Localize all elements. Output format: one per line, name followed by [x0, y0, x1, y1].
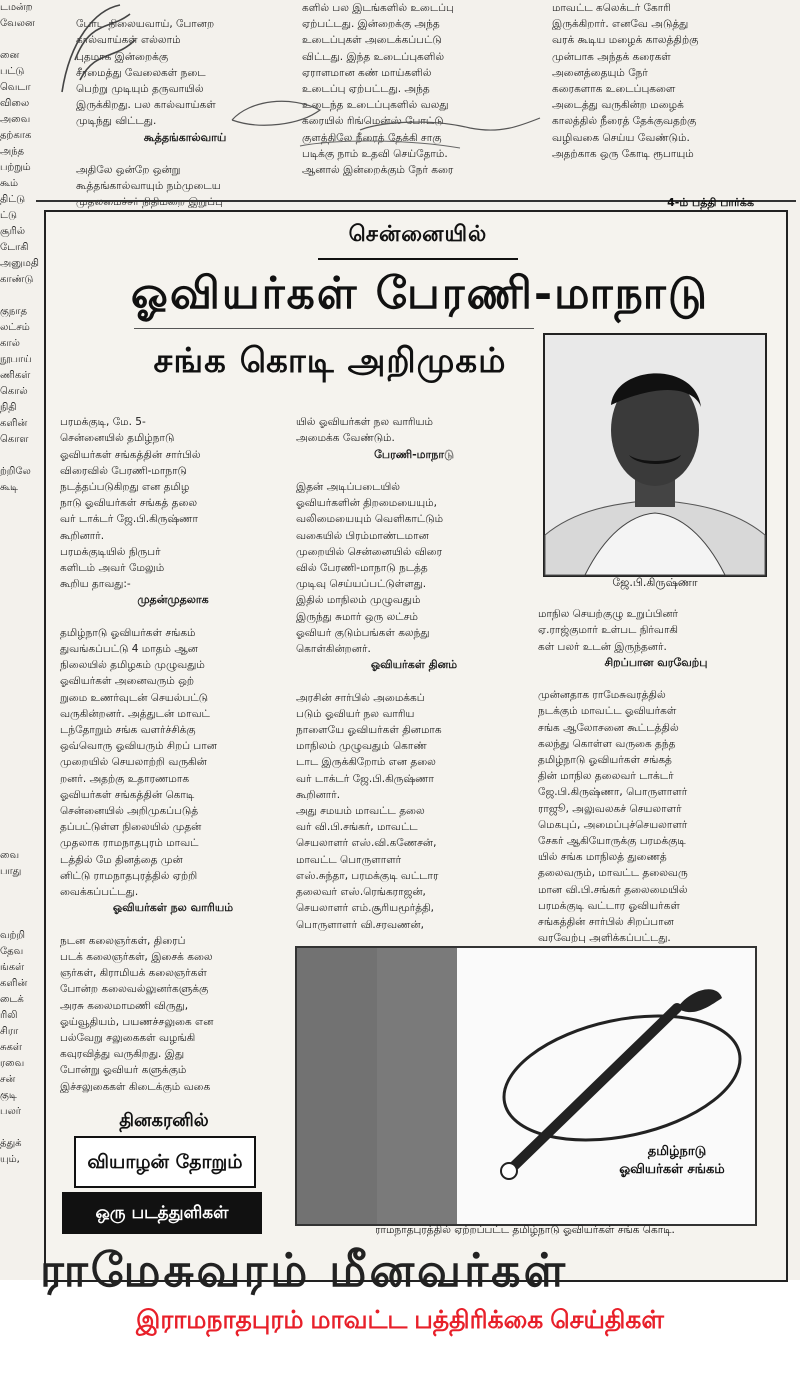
top-column-2: களில் பல இடங்களில் உடைப்பு ஏற்பட்டது. இன்றைக்கு அந்த உடைப்புகள் அடைக்கப்பட்டு விட்டது. இந்த உடைப்புகளில் ஏராளமான கண் மாய்களில் உடைப்பு ஏற்பட்டது. அந்த உடைந்த உடைப்புகளில் வலது கரையில் ரிங்மென்ஸ் போட்டு குளத்திலே நீரைத் தேக்கி சாகு படிக்கு நாம் உதவி செய்தோம். ஆனால் இன்றைக்கும் நேர் கரை: [302, 2, 454, 177]
article-col2-subhead-1: பேரணி-மாநாடு: [374, 447, 454, 461]
article-col1-subhead-1: முதன்முதலாக: [137, 593, 209, 607]
promo-box: [60, 1110, 270, 1240]
kicker-underline: [318, 258, 518, 260]
headline-rule: [134, 328, 534, 329]
article-col1-lead: பரமக்குடி, மே. 5- சென்னையில் தமிழ்நாடு ஓவியர்கள் சங்கத்தின் சார்பில் விரைவில் பேரணி-மாநாடு நடத்தப்படுகிறது என தமிழ நாடு ஓவியர்கள் சங்கத் தலை வர் டாக்டர் ஜே.பி.கிருஷ்ணா கூறினார். பரமக்குடியில் நிருபர் களிடம் அவர் மேலும் கூறிய தாவது:-: [60, 416, 201, 591]
article-col2-subhead-2: ஓவியர்கள் தினம்: [370, 658, 458, 672]
article-col2-para-1: யில் ஓவியர்கள் நல வாரியம் அமைக்க வேண்டும்.: [296, 416, 433, 445]
article-col3-para-1: மாநில செயற்குழு உறுப்பினர் ஏ.ராஜ்குமார் உள்பட நிர்வாகி கள் பலர் உடன் இருந்தனர்.: [538, 608, 679, 653]
promo-line-2: வியாழன் தோறும்: [74, 1136, 256, 1188]
article-headline: ஓவியர்கள் பேரணி-மாநாடு: [130, 268, 710, 319]
flag-image: [297, 948, 755, 1224]
portrait-photo: [543, 333, 767, 577]
article-kicker: சென்னையில்: [348, 222, 488, 247]
photo-caption: ஜே.பி.கிருஷ்ணா: [612, 576, 698, 589]
article-column-1: [60, 398, 286, 1093]
top-col1-text: போட நிலையவாய், போனற கால்வாய்கள் எல்லாம் புதமாக இன்றைக்கு சீரமைத்து வேலைகள் நடை பெற்று முடியும் தருவாயில் இருக்கிறது. பல கால்வாய்கள் முடிந்து விட்டது.: [76, 18, 216, 128]
portrait-person-icon: [545, 335, 765, 575]
promo-line-3: ஒரு படத்துளிகள்: [62, 1192, 262, 1234]
article-col1-para-3: நடன கலைஞர்கள், திரைப் படக் கலைஞர்கள், இசைக் கலை ஞர்கள், கிராமியக் கலைஞர்கள் போன்ற கலைவல்லுனர்களுக்கு அரசு கலைமாமணி விருது, ஓய்வூதியம், பயணச்சலுகை என பல்வேறு சலுகைகள் வழங்கி கவுரவித்து வருகிறது. இது போன்று ஓவியர் களுக்கும் இச்சலுகைகள் கிடைக்கும் வகை: [60, 934, 214, 1093]
top-col1-subhead: கூத்தங்கால்வாய்: [143, 130, 227, 144]
handwriting-scribble-icon: [0, 0, 800, 210]
flag-logo-line2: ஓவியர்கள் சங்கம்: [619, 1162, 725, 1177]
continued-note: 4-ம் பத்தி பார்க்க: [667, 196, 754, 209]
promo-line-1: தினகரனில்: [119, 1110, 209, 1131]
article-col1-subhead-2: ஓவியர்கள் நல வாரியம்: [112, 901, 234, 915]
article-col3-subhead-1: சிறப்பான வரவேற்பு: [604, 655, 708, 669]
left-margin-column: டமன்ற வேலன னை பட்டு வெடா விலை அவை தற்காக அந்த பற்றும் கூம் திட்டு ட்டு சூரில் டோகி அனுமதி காண்டு குநாத லட்சம் கால் நூபாய் ணிகள் கொல் நிதி களின் கொள ற்றிலே கூடி வை பாது வற்றி தேவ ங்கள் களின் டைக் ரிலி சிரா சுகள் ரவை சன் குடி பலர் த்துக் யும்,: [0, 2, 39, 1165]
article-col2-para-3: அரசின் சார்பில் அமைக்கப் படும் ஓவியர் நல வாரிய நாளையே ஓவியர்கள் தினமாக மாநிலம் முழுவதும் கொண் டாட இருக்கிறோம் என தலை வர் டாக்டர் ஜே.பி.கிருஷ்ணா கூறினார். அது சமயம் மாவட்ட தலை வர் வி.பி.சங்கர், மாவட்ட செயலாளர் எஸ்.வி.கணேசன், மாவட்ட பொருளாளர் எஸ்.சுந்தா, பரமக்குடி வட்டார தலைவர் எஸ்.ரெங்கராஜன், செயலாளர் எம்.சூரியமூர்த்தி, பொருளாளர் வி.சரவணன்,: [296, 691, 442, 931]
article-col2-para-2: இதன் அடிப்படையில் ஓவியர்களின் திறமையையும், வலிமையையும் வெளிகாட்டும் வகையில் பிரம்மாண்டமான முறையில் சென்னையில் விரை வில் பேரணி-மாநாடு நடத்த முடிவு செய்யப்பட்டுள்ளது. இதில் மாநிலம் முழுவதும் இருந்து சுமார் ஒரு லட்சம் ஓவியர் குடும்பங்கள் கலந்து கொள்கின்றனர்.: [296, 481, 444, 656]
footer-title: இராமநாதபுரம் மாவட்ட பத்திரிக்கை செய்திகள்: [136, 1306, 664, 1334]
bottom-cut-headline: ராமேசுவரம் மீனவர்கள்: [40, 1243, 569, 1297]
article-column-2: [296, 398, 532, 938]
flag-logo-line1: தமிழ்நாடு: [647, 1144, 707, 1159]
article-col3-para-2: முன்னதாக ராமேசுவரத்தில் நடக்கும் மாவட்ட ஓவியர்கள் சங்க ஆலோசனை கூட்டத்தில் கலந்து கொள்ள வருகை தந்த தமிழ்நாடு ஓவியர்கள் சங்கத் தின் மாநில தலைவர் டாக்டர் ஜே.பி.கிருஷ்ணா, பொருளாளர் ராஜூ, அலுவலகச் செயலாளர் மெகபுப், அமைப்புச்செயலாளர் சேகர் ஆகியோருக்கு பரமக்குடி யில் சங்க மாநிலத் துணைத் தலைவரும், மாவட்ட தலைவரு மான வி.பி.சங்கர் தலைமையில் பரமக்குடி வட்டார ஓவியர்கள் சங்கத்தின் சார்பில் சிறப்பான வரவேற்பு அளிக்கப்பட்டது.: [538, 689, 688, 945]
flag-caption: ராமநாதபுரத்தில் ஏற்றப்பட்ட தமிழ்நாடு ஓவியர்கள் சங்க கொடி.: [375, 1224, 675, 1236]
article-col1-para-2: தமிழ்நாடு ஓவியர்கள் சங்கம் துவங்கப்பட்டு 4 மாதம் ஆன நிலையில் தமிழகம் முழுவதும் ஓவியர்கள் அனைவரும் ஒற் றுமை உணர்வுடன் செயல்பட்டு வருகின்றனர். அத்துடன் மாவட் டந்தோறும் சங்க வளர்ச்சிக்கு ஒவ்வொரு ஓவியரும் சிறப் பான முறையில் செயலாற்றி வருகின் றனர். அதற்கு உதாரணமாக ஓவியர்கள் சங்கத்தின் கொடி சென்னையில் அறிமுகப்படுத் தப்பட்டுள்ள நிலையில் முதன் முதலாக ராமநாதபுரம் மாவட் டத்தில் மே தினத்தை முன் னிட்டு ராமநாதபுரத்தில் ஏற்றி வைக்கப்பட்டது.: [60, 626, 217, 899]
top-col1-text-b: அதிலே ஒன்றே ஒன்று கூத்தங்கால்வாயும் நம்முடைய முதலமைச்சர் நிதிமறை இறுப்பு: [76, 164, 223, 209]
article-column-3: [538, 590, 774, 950]
flag-photo: [295, 946, 757, 1226]
top-column-3: மாவட்ட கலெக்டர் கோரி இருக்கிறார். எனவே அடுத்து வரக் கூடிய மழைக் காலத்திற்கு முன்பாக அந்தக் கரைகள் அனைத்தையும் நேர் கரைகளாக உடைப்புகளை அடைத்து வருகின்ற மழைக் காலத்தில் நீரைத் தேக்குவதற்கு வழிவகை செய்ய வேண்டும். அதற்காக ஒரு கோடி ரூபாயும்: [552, 2, 699, 160]
article-subheadline: சங்க கொடி அறிமுகம்: [153, 341, 507, 381]
